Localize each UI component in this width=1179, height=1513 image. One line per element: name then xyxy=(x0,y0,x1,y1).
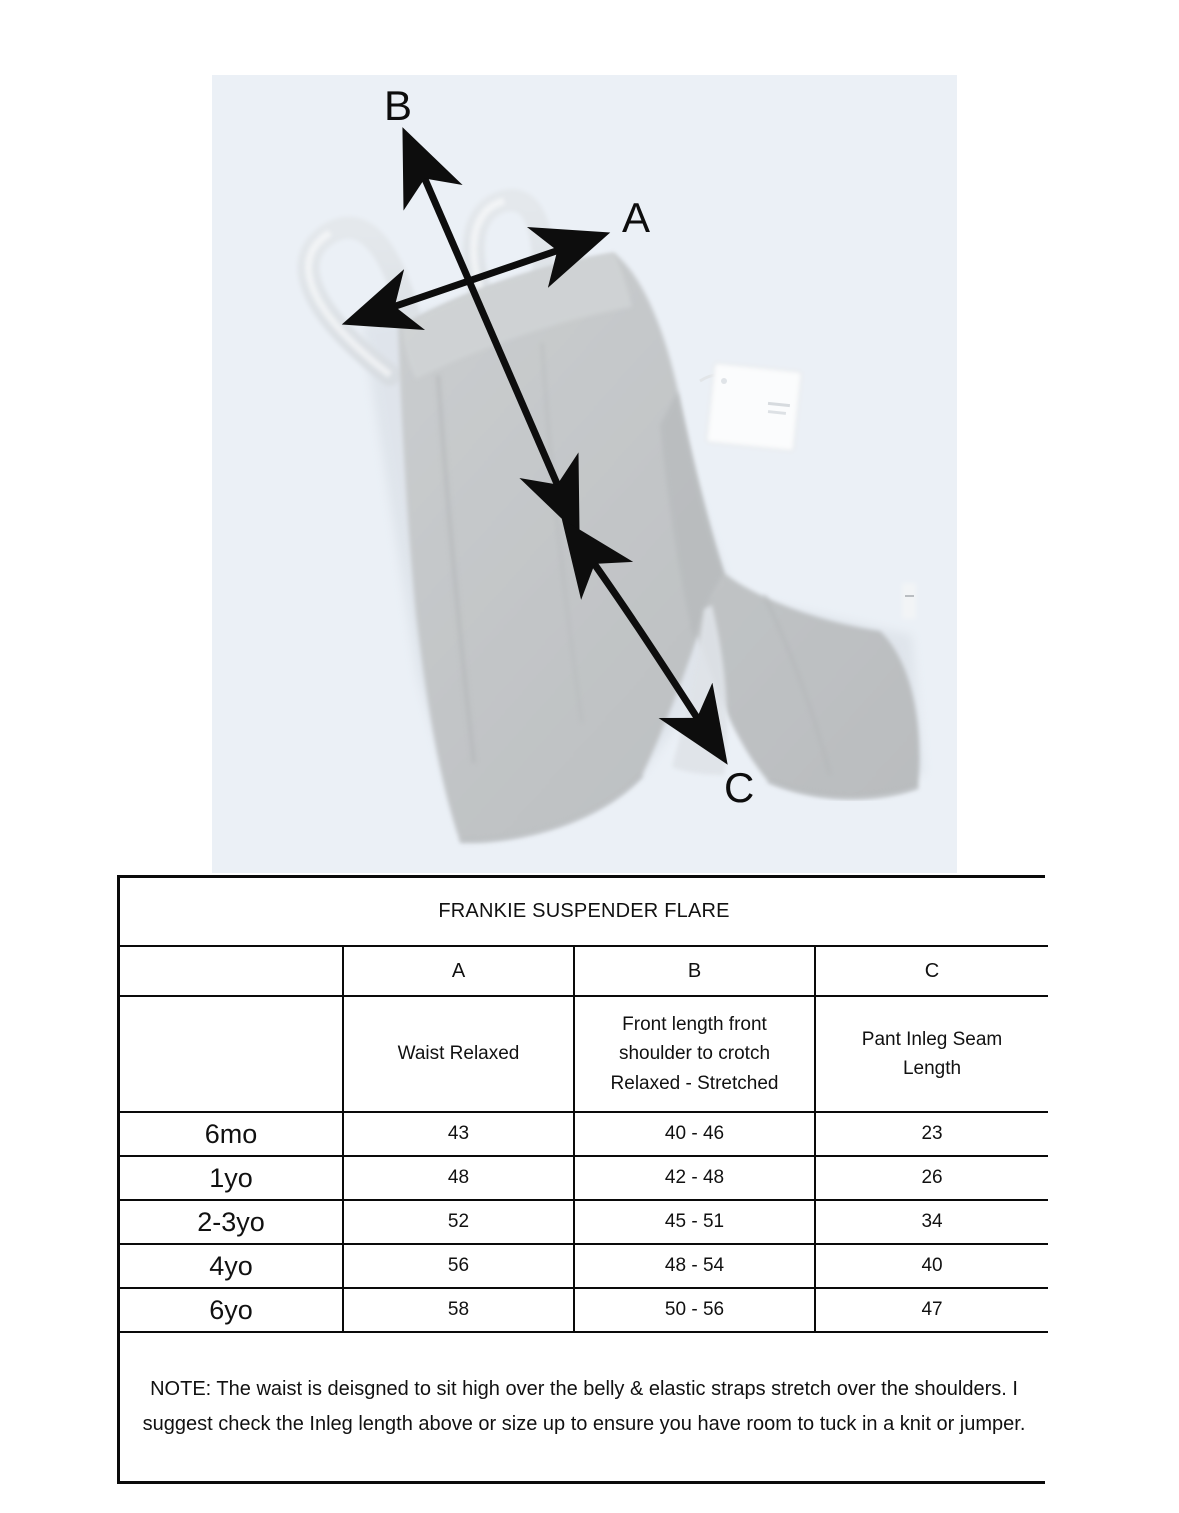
letter-header-b: B xyxy=(574,946,815,996)
table-row xyxy=(120,1200,1048,1244)
hang-tag xyxy=(700,363,802,452)
size-chart-table xyxy=(120,878,1048,1481)
table-row xyxy=(120,1288,1048,1332)
note-row xyxy=(120,1332,1048,1481)
row-value-a: 58 xyxy=(343,1288,574,1332)
size-chart-note: NOTE: The waist is deisgned to sit high over the belly & elastic straps stretch over the shoulders. I suggest check the Inleg length above or size up to ensure you have room to tuck in a knit or jumper. xyxy=(120,1332,1048,1481)
row-value-b: 50 - 56 xyxy=(574,1288,815,1332)
product-photo xyxy=(212,75,957,873)
table-row xyxy=(120,1112,1048,1156)
letter-header-c: C xyxy=(815,946,1048,996)
row-size-label: 6mo xyxy=(120,1112,343,1156)
letter-header-row xyxy=(120,946,1048,996)
row-value-c: 34 xyxy=(815,1200,1048,1244)
row-size-label: 1yo xyxy=(120,1156,343,1200)
row-value-a: 56 xyxy=(343,1244,574,1288)
row-value-c: 47 xyxy=(815,1288,1048,1332)
description-header-row xyxy=(120,996,1048,1112)
row-value-b: 42 - 48 xyxy=(574,1156,815,1200)
measurement-label-a: A xyxy=(622,194,651,241)
row-value-a: 43 xyxy=(343,1112,574,1156)
description-b-line3: Relaxed - Stretched xyxy=(610,1072,779,1094)
table-row xyxy=(120,1156,1048,1200)
description-b xyxy=(574,996,815,1112)
chart-title-row xyxy=(120,878,1048,946)
description-c-line1: Pant Inleg Seam xyxy=(861,1028,1003,1050)
letter-header-size xyxy=(120,946,343,996)
row-value-b: 45 - 51 xyxy=(574,1200,815,1244)
row-value-c: 23 xyxy=(815,1112,1048,1156)
row-value-b: 48 - 54 xyxy=(574,1244,815,1288)
letter-header-a: A xyxy=(343,946,574,996)
row-size-label: 2-3yo xyxy=(120,1200,343,1244)
description-b-line1: Front length front xyxy=(622,1013,767,1035)
size-chart xyxy=(117,875,1045,1484)
row-value-a: 48 xyxy=(343,1156,574,1200)
row-size-label: 4yo xyxy=(120,1244,343,1288)
measurement-label-b: B xyxy=(384,82,413,129)
description-size xyxy=(120,996,343,1112)
description-c xyxy=(815,996,1048,1112)
brand-tab xyxy=(902,583,916,619)
description-a: Waist Relaxed xyxy=(343,996,574,1112)
description-c-line2: Length xyxy=(902,1058,962,1079)
row-value-a: 52 xyxy=(343,1200,574,1244)
row-value-c: 26 xyxy=(815,1156,1048,1200)
measurement-label-c: C xyxy=(724,764,755,811)
chart-title: FRANKIE SUSPENDER FLARE xyxy=(120,878,1048,946)
row-value-c: 40 xyxy=(815,1244,1048,1288)
product-photo-illustration xyxy=(212,75,957,873)
table-row xyxy=(120,1244,1048,1288)
row-size-label: 6yo xyxy=(120,1288,343,1332)
description-b-line2: shoulder to crotch xyxy=(618,1043,771,1065)
row-value-b: 40 - 46 xyxy=(574,1112,815,1156)
